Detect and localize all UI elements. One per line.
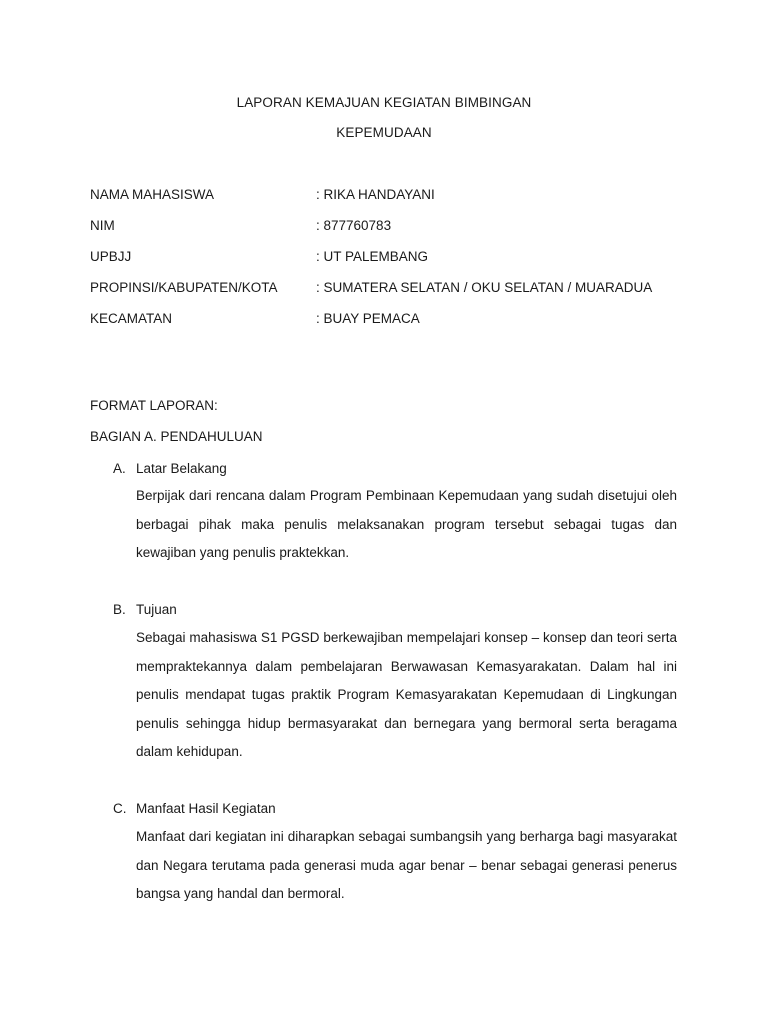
identity-row-district — [90, 309, 690, 329]
section-title: Tujuan — [136, 602, 177, 617]
part-heading: BAGIAN A. PENDAHULUAN — [90, 429, 263, 444]
identity-label: KECAMATAN — [90, 311, 173, 326]
identity-row-name — [90, 185, 690, 205]
identity-value: : UT PALEMBANG — [316, 249, 429, 264]
identity-label: NAMA MAHASISWA — [90, 187, 215, 202]
section-heading-a — [113, 459, 227, 479]
section-heading-c — [113, 799, 276, 819]
identity-value: : 877760783 — [316, 218, 392, 233]
identity-row-region — [90, 278, 690, 298]
identity-label: PROPINSI/KABUPATEN/KOTA — [90, 280, 278, 295]
identity-value: : RIKA HANDAYANI — [316, 187, 435, 202]
identity-label: NIM — [90, 218, 115, 233]
identity-label: UPBJJ — [90, 249, 132, 264]
report-title-line-1: LAPORAN KEMAJUAN KEGIATAN BIMBINGAN — [236, 95, 532, 110]
section-title: Manfaat Hasil Kegiatan — [136, 801, 276, 816]
section-marker: A. — [113, 461, 126, 476]
paragraph-text: Manfaat dari kegiatan ini diharapkan sebagai sumbangsih yang berharga bagi masyarakat dan Negara terutama pada generasi muda agar benar – benar sebagai generasi penerus bangsa yang handal dan bermoral. — [136, 829, 677, 901]
format-heading: FORMAT LAPORAN: — [90, 398, 218, 413]
identity-value: : BUAY PEMACA — [316, 311, 420, 326]
section-marker: C. — [113, 801, 127, 816]
section-paragraph-c — [136, 823, 677, 909]
paragraph-text: Berpijak dari rencana dalam Program Pembinaan Kepemudaan yang sudah disetujui oleh berbagai pihak maka penulis melaksanakan program tersebut sebagai tugas dan kewajiban yang penulis praktekkan. — [136, 488, 677, 560]
identity-row-nim — [90, 216, 690, 236]
section-paragraph-b — [136, 624, 677, 767]
section-paragraph-a — [136, 482, 677, 568]
section-marker: B. — [113, 602, 126, 617]
identity-value: : SUMATERA SELATAN / OKU SELATAN / MUARADUA — [316, 280, 653, 295]
paragraph-text: Sebagai mahasiswa S1 PGSD berkewajiban mempelajari konsep – konsep dan teori serta mempraktekannya dalam pembelajaran Berwawasan Kemasyarakatan. Dalam hal ini penulis mendapat tugas praktik Program Kemasyarakatan Kepemudaan di Lingkungan penulis sehingga hidup bermasyarakat dan bernegara yang bermoral serta beragama dalam kehidupan. — [136, 630, 677, 759]
report-title-line-2: KEPEMUDAAN — [336, 125, 432, 140]
section-title: Latar Belakang — [136, 461, 227, 476]
identity-row-upbjj — [90, 247, 690, 267]
section-heading-b — [113, 600, 177, 620]
